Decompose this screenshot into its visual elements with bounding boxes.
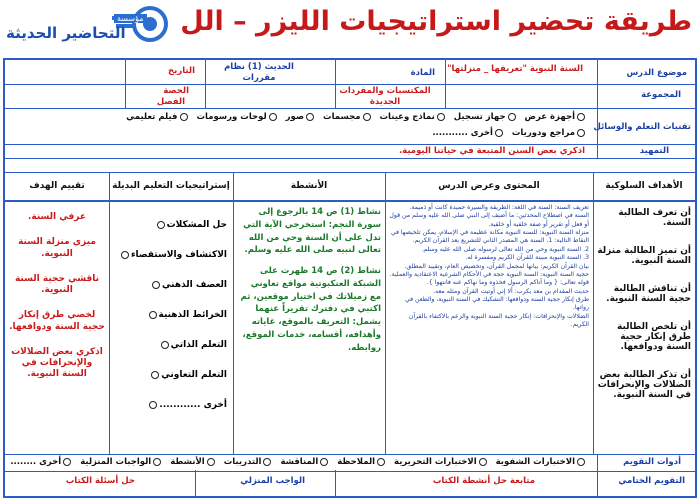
tool-option[interactable]: لوحات ورسومات — [196, 112, 276, 123]
tool-option[interactable]: أجهزة عرض — [525, 112, 585, 123]
lesson-label: موضوع الدرس — [626, 68, 687, 78]
tool-option[interactable]: مجسمات — [323, 112, 370, 123]
intro-label: التمهيد — [639, 146, 669, 156]
assessment-option[interactable]: الواجبات المنزلية — [80, 457, 161, 468]
activities-column — [233, 172, 385, 454]
main-table — [5, 172, 695, 454]
activity-item: نشاط (1) ص 14 بالرجوع إلى سورة النجم: استخرجي الآية التي تدل على أن السنة وحي من الله تعالى لنبيه صلى الله عليه وسلم. — [243, 207, 381, 256]
content-paragraph: 2. السنة النبوية وحي من الله تعالى لرسوله صلى الله عليه وسلم. — [421, 245, 589, 253]
tool-option[interactable]: مراجع ودوريات — [512, 128, 585, 139]
tool-option[interactable]: أخرى ........... — [432, 128, 503, 139]
objective-item: أن تلخص الطالبة طرق إنكار حجية السنة ودوافعها. — [617, 322, 691, 352]
final-label: التقويم الختامي — [618, 476, 685, 486]
assessment-option[interactable]: الملاحظة — [337, 457, 385, 468]
assessment-option[interactable]: الاختبارات التحريرية — [394, 457, 487, 468]
strategies-header: إستراتيجيات التعليم البديلة — [109, 172, 233, 201]
content-paragraph: حجية السنة النبوية: السنة النبوية حجة في الأحكام الشرعية الاعتقادية والعملية. — [389, 270, 589, 278]
tool-option[interactable]: جهاز تسجيل — [454, 112, 516, 123]
evaluation-item: لخصي طرق إنكار حجية السنة ودوافعها. — [9, 310, 105, 332]
content-paragraph: الضلالات والإنحرافات: إنكار حجية السنة النبوية والزعم بالاكتفاء بالقرآن الكريم. — [408, 312, 589, 329]
page-title: طريقة تحضير استراتيجيات الليزر – الل — [180, 6, 692, 37]
row-lesson — [5, 60, 695, 85]
assessment-option[interactable]: الأنشطة — [170, 457, 215, 468]
final-value: متابعة حل أنشطة الكتاب — [432, 476, 535, 486]
tools-options-2 — [426, 128, 585, 141]
evaluation-item: اذكري بعض الضلالات والإنحرافات في السنة النبوية. — [11, 346, 103, 380]
objectives-header: الأهداف السلوكية — [593, 172, 695, 201]
tools-label: تقنيات التعلم والوسائل — [593, 122, 691, 132]
homework-label: الواجب المنزلي — [240, 476, 305, 486]
hadith-value: الحديث (1) نظام مقررات — [224, 62, 294, 83]
strategies-column — [109, 172, 233, 454]
brand-name: التحاضير الحديثة — [6, 24, 126, 42]
assessment-option[interactable]: الاختبارات الشفوية — [496, 457, 585, 468]
assessment-option[interactable]: التدريبات — [224, 457, 272, 468]
objective-item: أن تناقش الطالبة حجية السنة النبوية. — [606, 284, 691, 304]
brand-logo — [2, 2, 192, 50]
content-column — [385, 172, 593, 454]
assessment-label: أدوات التقويم — [623, 457, 681, 467]
row-intro — [5, 144, 695, 159]
tool-option[interactable]: صور — [286, 112, 314, 123]
content-paragraph: تعريف السنة: السنة في اللغة: الطريقة والسيرة حميدة كانت أو ذميمة. — [409, 204, 589, 211]
objective-item: أن تذكر الطالبة بعض الضلالات والإنحرافات في السنة النبوية. — [597, 370, 691, 400]
homework-value: حل أسئلة الكتاب — [65, 476, 135, 486]
class-label: الفصل — [156, 97, 185, 107]
brand-tag: مؤسسة — [114, 14, 147, 23]
evaluation-item: ناقشي حجية السنة النبوية. — [14, 273, 100, 295]
assessment-options — [4, 457, 585, 470]
intro-value: اذكري بعض السنن المتبعة في حياتنا اليومية. — [398, 146, 585, 156]
evaluation-item: عرفي السنة. — [27, 212, 87, 222]
content-paragraph: قوله تعالى: { وما آتاكم الرسول فخذوه وما نهاكم عنه فانتهوا }. — [426, 279, 589, 287]
content-paragraph: 3. السنة النبوية مبينة للقرآن الكريم ومفسرة له. — [465, 254, 589, 262]
strategy-option[interactable]: أخرى ............ — [113, 400, 227, 410]
content-header: المحتوى وعرض الدرس — [385, 172, 593, 201]
content-paragraph: طرق إنكار حجية السنة ودوافعها: التشكيك في السنة النبوية، والطعن في رواتها. — [404, 295, 589, 312]
lesson-plan-table — [3, 58, 697, 498]
assessment-option[interactable]: أخرى ........ — [10, 457, 71, 468]
content-paragraph: حديث المقدام بن معد يكرب: ألا إني أوتيت القرآن ومثله معه. — [433, 287, 589, 295]
objective-item: أن تعرف الطالبة السنة. — [618, 208, 691, 228]
strategy-option[interactable]: التعلم التعاوني — [113, 370, 227, 380]
activity-item: نشاط (2) ص 14 ظهرت على الشبكة العنكبوتية مواقع تعاوني مع زميلاتك في اختيار موقعين، ثم اكتبي في دفترك تقريراً عنهما يشمل: التعريف بالموقع، غاياته وأهدافه، أقسامه، خدمات الموقع، روابطه. — [240, 266, 381, 353]
lesson-value: السنة النبوية "تعريفها _ منزلتها" — [447, 64, 583, 74]
tool-option[interactable]: فيلم تعليمي — [126, 112, 187, 123]
strategy-option[interactable]: الخرائط الذهنية — [113, 310, 227, 320]
content-paragraph: السنة في اصطلاح المحدثين: ما أضيف إلى النبي صلى الله عليه وسلم من قول أو فعل أو تقرير أو صفة خلقية أو خلقية. — [389, 212, 589, 228]
content-paragraph: بيان القرآن الكريم: بيانها لمجمل القرآن، وتخصيص العام، وتقييد المطلق. — [404, 262, 589, 270]
evaluation-header: تقييم الهدف — [5, 172, 109, 201]
concepts-label: المكتسبات والمفردات الجديدة — [339, 86, 431, 107]
period-label: الحصة — [163, 86, 189, 96]
tool-option[interactable]: نماذج وعينات — [380, 112, 445, 123]
evaluation-item: ميزي منزلة السنة النبوية. — [18, 237, 96, 259]
strategy-option[interactable]: الاكتشاف والاستقصاء — [113, 250, 227, 260]
row-final — [5, 470, 695, 496]
title-bar — [0, 0, 700, 58]
content-paragraph: منزلة السنة النبوية: للسنة النبوية مكانة عظيمة في الإسلام، يمكن تلخيصها في النقاط التالية: 1. السنة هي المصدر الثاني للتشريع بعد القرآن الكريم. — [390, 229, 589, 245]
tools-options — [15, 112, 585, 125]
objective-item: أن تميز الطالبة منزلة السنة النبوية. — [597, 246, 691, 266]
date-label: التاريخ — [168, 66, 195, 76]
strategy-option[interactable]: التعلم الذاتي — [113, 340, 227, 350]
objectives-column — [593, 172, 695, 454]
assessment-option[interactable]: المناقشة — [280, 457, 328, 468]
evaluation-column — [5, 172, 109, 454]
activities-header: الأنشطة — [233, 172, 385, 201]
strategy-option[interactable]: حل المشكلات — [113, 220, 227, 230]
strategy-option[interactable]: العصف الذهني — [113, 280, 227, 290]
subject-label: المادة — [410, 68, 435, 78]
group-label: المجموعة — [641, 90, 681, 100]
